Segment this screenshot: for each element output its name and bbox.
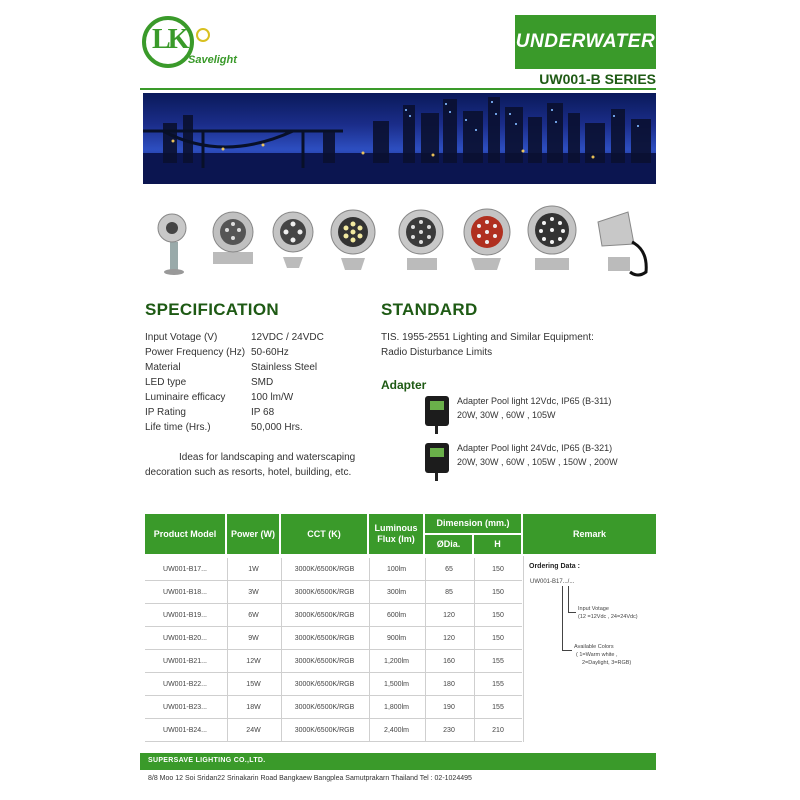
cell-flux: 600lm xyxy=(369,604,423,627)
cell-model: UW001-B19... xyxy=(163,612,207,619)
cell-model: UW001-B20... xyxy=(163,635,207,642)
spec-value: 100 lm/W xyxy=(251,392,294,403)
standard-text xyxy=(381,330,594,360)
spec-value: 50,000 Hrs. xyxy=(251,422,303,433)
table-row xyxy=(145,673,522,696)
cell-dia: 180 xyxy=(425,673,472,696)
cell-flux: 2,400lm xyxy=(369,719,423,742)
cell-h: 155 xyxy=(474,696,521,719)
cell-power: 18W xyxy=(227,696,279,719)
remark-cell xyxy=(523,556,656,742)
header-remark: Remark xyxy=(523,514,656,554)
cell-model: UW001-B22... xyxy=(163,681,207,688)
adapter-name: Adapter Pool light 12Vdc, IP65 (B-311) xyxy=(457,396,612,406)
cell-dia: 190 xyxy=(425,696,472,719)
table-row xyxy=(145,558,522,581)
city-night-banner xyxy=(143,93,656,184)
city-skyline-image xyxy=(143,93,656,184)
description-line: decoration such as resorts, hotel, building, etc. xyxy=(145,467,352,478)
company-name: SUPERSAVE LIGHTING CO.,LTD. xyxy=(148,757,266,764)
cell-power: 12W xyxy=(227,650,279,673)
adapter-name: Adapter Pool light 24Vdc, IP65 (B-321) xyxy=(457,443,613,453)
adapter-cable xyxy=(435,426,438,434)
product-image-2 xyxy=(205,202,263,282)
product-gallery xyxy=(143,202,656,290)
cell-power: 9W xyxy=(227,627,279,650)
category-title: UNDERWATER xyxy=(515,31,656,52)
ordering-bracket-line xyxy=(568,612,576,613)
colors-values-2: 2=Daylight, 3=RGB) xyxy=(582,660,632,666)
spec-row xyxy=(145,405,381,420)
cell-model: UW001-B24... xyxy=(163,727,207,734)
adapter-watts: 20W, 30W , 60W , 105W xyxy=(457,410,556,420)
adapter-box-icon xyxy=(425,443,449,473)
brand-logo xyxy=(140,14,240,76)
cell-cct: 3000K/6500K/RGB xyxy=(281,627,367,650)
cell-power: 1W xyxy=(227,558,279,581)
product-image-8 xyxy=(588,202,656,282)
spec-value: Stainless Steel xyxy=(251,362,318,373)
product-image-6 xyxy=(457,202,515,282)
spec-value: 12VDC / 24VDC xyxy=(251,332,324,343)
adapter-heading: Adapter xyxy=(381,378,427,392)
cell-cct: 3000K/6500K/RGB xyxy=(281,696,367,719)
header-cct: CCT (K) xyxy=(281,514,367,554)
product-image-5 xyxy=(393,202,451,282)
cell-cct: 3000K/6500K/RGB xyxy=(281,581,367,604)
ordering-code: UW001-B17.../... xyxy=(530,579,575,585)
cell-model: UW001-B21... xyxy=(163,658,207,665)
spec-row xyxy=(145,345,381,360)
table-row xyxy=(145,696,522,719)
header-luminous-flux: Luminous Flux (lm) xyxy=(369,514,423,554)
input-voltage-label: Input Votage xyxy=(578,606,609,612)
colors-values-1: ( 1=Warm white , xyxy=(576,652,618,658)
category-banner xyxy=(515,15,656,69)
cell-h: 150 xyxy=(474,604,521,627)
spec-key: IP Rating xyxy=(145,407,186,418)
cell-flux: 1,500lm xyxy=(369,673,423,696)
cell-power: 15W xyxy=(227,673,279,696)
specification-heading: SPECIFICATION xyxy=(145,300,279,319)
cell-cct: 3000K/6500K/RGB xyxy=(281,558,367,581)
product-image-7 xyxy=(523,202,581,282)
series-title: UW001-B SERIES xyxy=(539,71,656,87)
header-product-model: Product Model xyxy=(145,514,225,554)
cell-model: UW001-B23... xyxy=(163,704,207,711)
adapter-item-1 xyxy=(425,396,665,436)
table-row xyxy=(145,581,522,604)
cell-h: 155 xyxy=(474,650,521,673)
footer-bar xyxy=(140,753,656,770)
bulb-icon xyxy=(196,28,210,42)
cell-dia: 120 xyxy=(425,604,472,627)
product-image-3 xyxy=(265,202,323,282)
cell-power: 6W xyxy=(227,604,279,627)
cell-power: 3W xyxy=(227,581,279,604)
cell-cct: 3000K/6500K/RGB xyxy=(281,650,367,673)
spec-key: Material xyxy=(145,362,181,373)
cell-cct: 3000K/6500K/RGB xyxy=(281,604,367,627)
table-row xyxy=(145,627,522,650)
standard-line: Radio Disturbance Limits xyxy=(381,347,493,358)
header-dimension: Dimension (mm.) xyxy=(425,514,521,533)
company-address: 8/8 Moo 12 Soi Sridan22 Srinakarin Road Bangkaew Bangplea Samutprakarn Thailand Tel : 02-1024495 xyxy=(148,775,472,782)
spec-key: Input Votage (V) xyxy=(145,332,218,343)
table-row xyxy=(145,650,522,673)
cell-h: 150 xyxy=(474,581,521,604)
spec-row xyxy=(145,375,381,390)
spec-row xyxy=(145,420,381,435)
cell-cct: 3000K/6500K/RGB xyxy=(281,719,367,742)
application-description xyxy=(145,450,375,480)
standard-line: TIS. 1955-2551 Lighting and Similar Equipment: xyxy=(381,332,594,343)
table-header xyxy=(145,514,656,554)
spec-row xyxy=(145,330,381,345)
cell-flux: 300lm xyxy=(369,581,423,604)
spec-key: Power Frequency (Hz) xyxy=(145,347,246,358)
cell-model: UW001-B17... xyxy=(163,566,207,573)
cell-dia: 65 xyxy=(425,558,472,581)
product-image-4 xyxy=(325,202,383,282)
input-voltage-values: (12 =12Vdc , 24=24Vdc) xyxy=(578,614,638,620)
cell-flux: 900lm xyxy=(369,627,423,650)
adapter-cable xyxy=(435,473,438,481)
header-diameter: ØDia. xyxy=(425,535,472,554)
cell-power: 24W xyxy=(227,719,279,742)
spec-value: IP 68 xyxy=(251,407,275,418)
spec-row xyxy=(145,390,381,405)
cell-flux: 1,800lm xyxy=(369,696,423,719)
spec-key: LED type xyxy=(145,377,187,388)
adapter-watts: 20W, 30W , 60W , 105W , 150W , 200W xyxy=(457,457,618,467)
ordering-bracket-line xyxy=(568,586,569,612)
colors-label: Available Colors xyxy=(574,644,614,650)
spec-row xyxy=(145,360,381,375)
cell-h: 155 xyxy=(474,673,521,696)
description-line: Ideas for landscaping and waterscaping xyxy=(179,452,356,463)
cell-model: UW001-B18... xyxy=(163,589,207,596)
table-row xyxy=(145,719,522,742)
specification-list xyxy=(145,330,381,435)
cell-cct: 3000K/6500K/RGB xyxy=(281,673,367,696)
header-power: Power (W) xyxy=(227,514,279,554)
cell-h: 210 xyxy=(474,719,521,742)
cell-flux: 1,200lm xyxy=(369,650,423,673)
adapter-item-2 xyxy=(425,443,665,483)
ordering-bracket-line xyxy=(562,586,563,650)
header-divider xyxy=(140,88,656,90)
cell-flux: 100lm xyxy=(369,558,423,581)
adapter-box-icon xyxy=(425,396,449,426)
header-height: H xyxy=(474,535,521,554)
ordering-bracket-line xyxy=(562,650,572,651)
spec-value: SMD xyxy=(251,377,274,388)
spec-key: Luminaire efficacy xyxy=(145,392,226,403)
standard-heading: STANDARD xyxy=(381,300,478,319)
logo-brand-name: Savelight xyxy=(188,54,237,66)
spec-value: 50-60Hz xyxy=(251,347,289,358)
logo-initials: LK xyxy=(152,24,187,55)
cell-dia: 85 xyxy=(425,581,472,604)
ordering-data-title: Ordering Data : xyxy=(529,563,580,570)
cell-h: 150 xyxy=(474,627,521,650)
cell-dia: 230 xyxy=(425,719,472,742)
cell-h: 150 xyxy=(474,558,521,581)
cell-dia: 120 xyxy=(425,627,472,650)
product-image-1 xyxy=(148,202,206,282)
table-row xyxy=(145,604,522,627)
spec-key: Life time (Hrs.) xyxy=(145,422,211,433)
cell-dia: 160 xyxy=(425,650,472,673)
